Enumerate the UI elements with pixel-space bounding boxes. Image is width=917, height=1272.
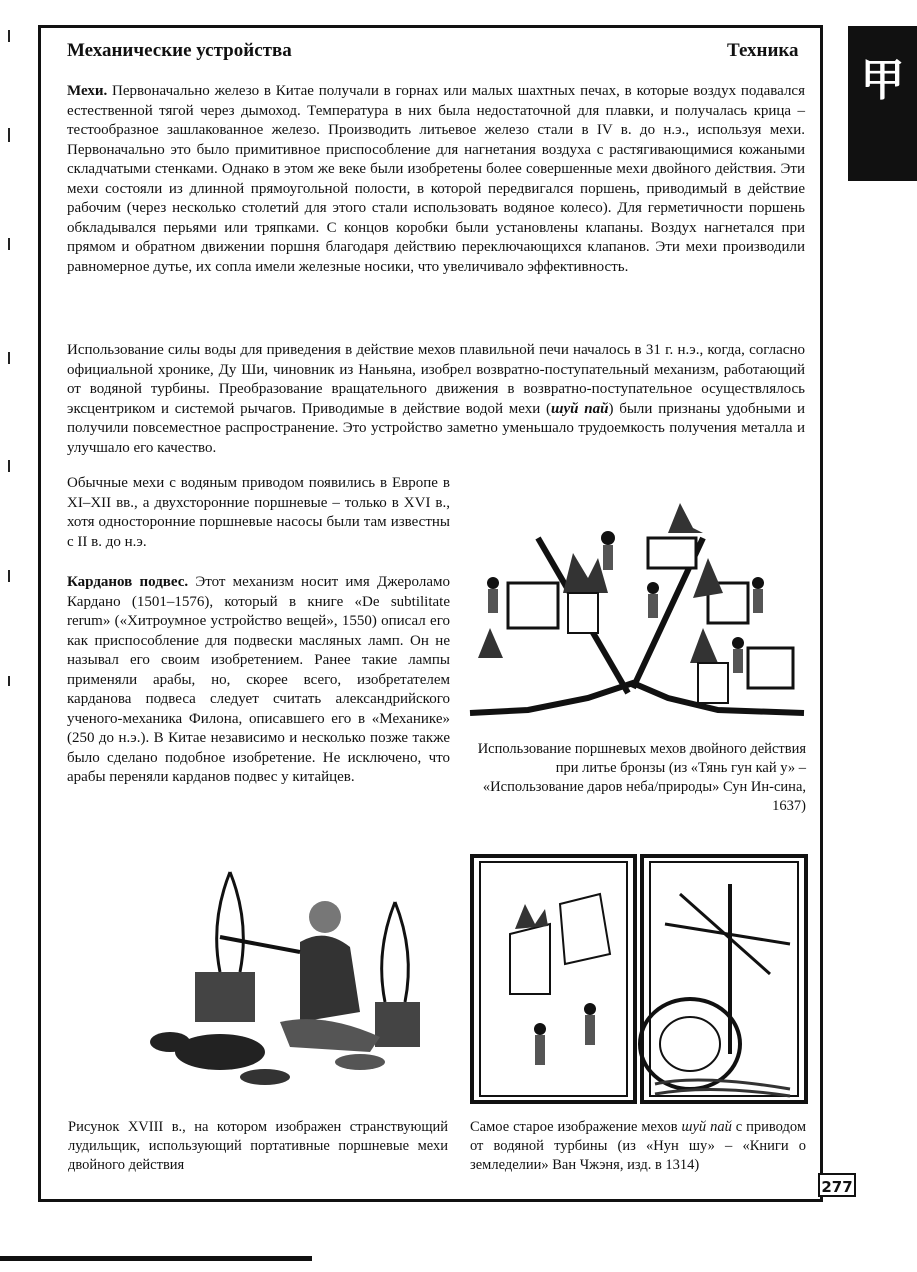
caption-water-bellows bbox=[470, 1118, 806, 1175]
term-cardan: Карданов подвес. bbox=[67, 574, 189, 590]
tinker-illustration bbox=[150, 862, 450, 1102]
scan-edge-bar bbox=[0, 1256, 312, 1261]
term-mehi: Мехи. bbox=[67, 83, 108, 99]
chapter-glyph: 甲 bbox=[860, 55, 905, 106]
voda-text: Использование силы воды для приведения в действие мехов плавильной печи началось в 31 г. н.э., когда, согласно официальной хронике, Ду Ши, чиновник из Наньяна, изобрел возвратно-поступательный механизм, работающий от водяной турбины. Преобразование вращательного движения в возвратно-поступательное осуществлялось эксцентриком и системой рычагов. Приводимые в действие водой мехи ( bbox=[67, 342, 805, 417]
caption-tinker: Рисунок XVIII в., на котором изображен странствующий лудильщик, использующий портативные поршневые мехи двойного действия bbox=[68, 1119, 448, 1173]
bellows-casting-illustration bbox=[468, 498, 806, 726]
category-title: Техника bbox=[727, 40, 799, 61]
caption-bellows-casting: Использование поршневых мехов двойного действия при литье бронзы (из «Тянь гун кай у» – «Использование даров неба/природы» Сун Ин-сина, 1637) bbox=[477, 741, 806, 814]
water-powered-bellows-illustration bbox=[470, 854, 808, 1104]
mehi-text: Первоначально железо в Китае получали в горнах или малых шахтных печах, в которые воздух подавался естественной тягой через дымоход. Температура в них была недостаточной для плавки, и получалась крица – тестообразное зашлакованное железо. Производить литьевое железо стали в IV в. до н.э., используя мехи. Первоначально это было примитивное приспособление для нагнетания воздуха с растягивающимися кожаными складчатыми стенками. Однако в этом же веке были изобретены более совершенные мехи двойного действия. Эти мехи состояли из длинной прямоугольной полости, в которой передвигался поршень, приводимый в действие рабочим (через несколько столетий для этого стали использовать водяное колесо). Для герметичности поршень обкладывался перьями или тряпками. С концов коробки были установлены клапаны. Воздух нагнетался при прямом и обратном движении поршня благодаря действию переключающихся клапанов. Эти мехи производили равномерное дутье, их сопла имели железные носики, что увеличивало эффективность. bbox=[67, 83, 805, 275]
cap3-post: с приводом от водяной турбины (из «Нун шу» – «Книги о земледелии» Ван Чжэня, изд. в 1314) bbox=[470, 1119, 806, 1173]
section-title: Механические устройства bbox=[67, 40, 292, 61]
cap3-pre: Самое старое изображение мехов bbox=[470, 1119, 682, 1135]
page-number: 277 bbox=[818, 1173, 856, 1197]
voda-text-end: ) были признаны удобными и получили повсеместное распространение. Это устройство заметно уменьшало трудоемкость получения металла и улучшало его качество. bbox=[67, 400, 805, 456]
paragraph-mehi bbox=[67, 82, 805, 277]
cap3-italic: шуй пай bbox=[681, 1119, 732, 1135]
paragraph-europe: Обычные мехи с водяным приводом появились в Европе в XI–XII вв., а двухсторонние поршневые – только в XVI в., хотя односторонние поршневые насосы были там известны с II в. до н.э. bbox=[67, 475, 450, 550]
paragraph-cardan bbox=[67, 573, 450, 788]
term-shui-pai: шуй пай bbox=[551, 400, 609, 417]
kardan-text: Этот механизм носит имя Джероламо Кардано (1501–1576), который в книге «De subtilitate rerum» («Хитроумное устройство вещей», 1550) описал его как приспособление для подвески масляных ламп. Он не называл его своим изобретением. Ранее такие лампы применяли арабы, но, скорее всего, изобретателем карданова подвеса следует считать александрийского ученого-механика Филона, описавшего его в «Механике» (250 до н.э.). В Китае независимо и несколько позже также было сделано подобное изобретение. Не исключено, что арабы переняли карданов подвес у китайцев. bbox=[67, 574, 450, 785]
chapter-tab bbox=[848, 26, 917, 181]
paragraph-water-power bbox=[67, 341, 805, 458]
